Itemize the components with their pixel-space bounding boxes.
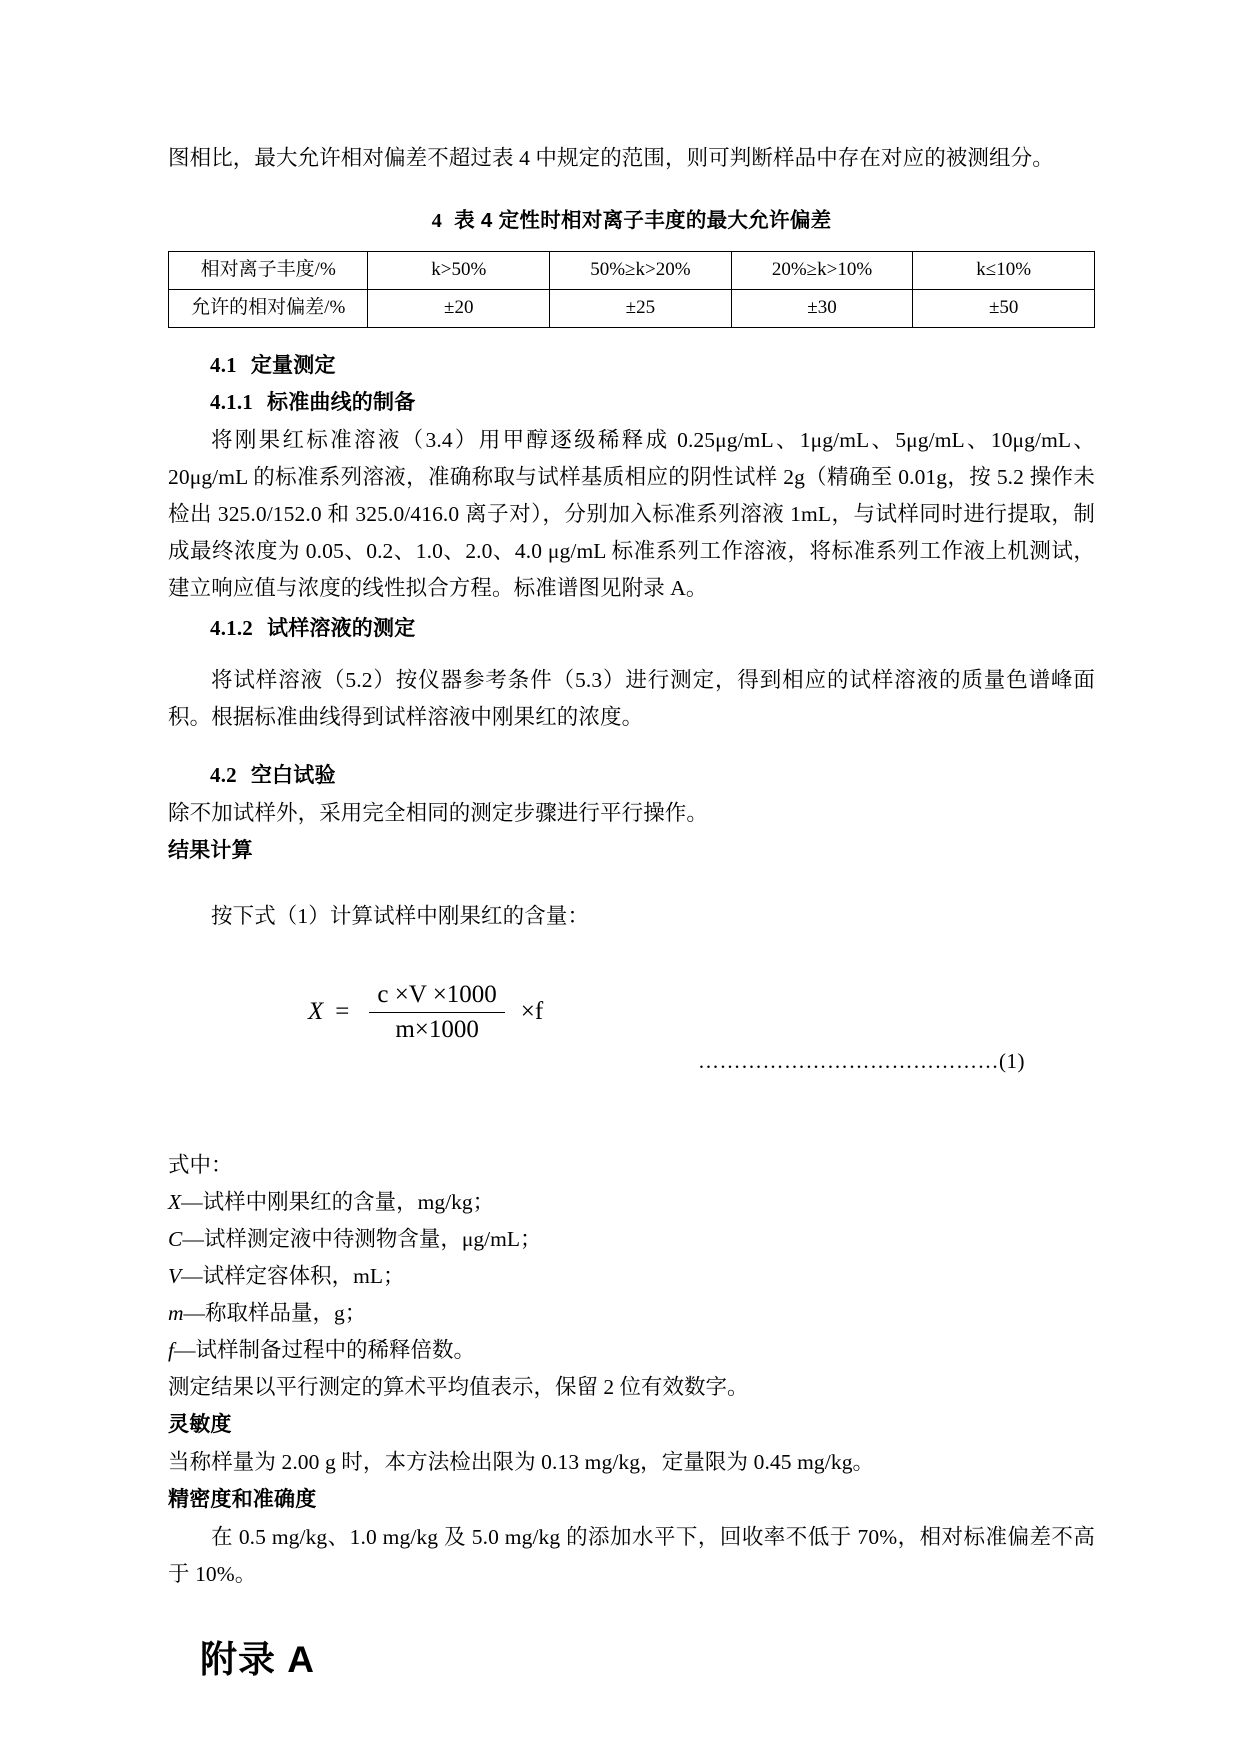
- section-heading-4-1-1: [168, 387, 1095, 418]
- symbol-dash: —: [181, 1263, 203, 1288]
- formula-denominator: m×1000: [395, 1015, 479, 1043]
- symbol-list-heading: 式中：: [168, 1152, 233, 1177]
- section-body-4-1-2: 将试样溶液（5.2）按仪器参考条件（5.3）进行测定，得到相应的试样溶液的质量色谱峰面积。根据标准曲线得到试样溶液中刚果红的浓度。: [168, 667, 1095, 729]
- symbol-item: [168, 1295, 1095, 1332]
- table-cell: ±50: [913, 289, 1095, 327]
- section-body-4-2: 除不加试样外，采用完全相同的测定步骤进行平行操作。: [168, 800, 709, 825]
- section-number: 4.1.2: [210, 615, 253, 640]
- formula-expression: [308, 981, 543, 1044]
- section-title: 空白试验: [250, 763, 336, 787]
- symbol-description: 试样中刚果红的含量，mg/kg；: [202, 1189, 495, 1214]
- table-cell: ±25: [550, 289, 732, 327]
- table-row: [169, 252, 1095, 290]
- symbol-item: [168, 1184, 1095, 1221]
- formula-block: [168, 981, 1095, 1099]
- symbol-dash: —: [183, 1300, 206, 1325]
- symbol-description: 称取样品量，g；: [205, 1300, 367, 1325]
- symbol-name: m: [168, 1300, 184, 1325]
- symbol-dash: —: [181, 1189, 203, 1214]
- formula-numerator: c ×V ×1000: [369, 981, 504, 1013]
- section-heading-4-1: [168, 350, 1095, 381]
- results-lead-text: 按下式（1）计算试样中刚果红的含量：: [211, 903, 590, 928]
- table-cell: ±20: [368, 289, 550, 327]
- symbol-item: [168, 1258, 1095, 1295]
- section-heading-4-1-2: [168, 613, 1095, 644]
- symbol-description: 试样测定液中待测物含量，μg/mL；: [203, 1226, 542, 1251]
- table-cell: k≤10%: [913, 252, 1095, 290]
- symbol-description: 试样定容体积，mL；: [202, 1263, 405, 1288]
- table-caption: [168, 203, 1095, 233]
- symbol-description: 试样制备过程中的稀释倍数。: [195, 1337, 475, 1362]
- equation-number-line: [698, 1049, 1025, 1074]
- symbol-name: V: [168, 1263, 182, 1288]
- table-caption-number: 4: [431, 210, 443, 232]
- symbol-item: [168, 1332, 1095, 1369]
- section-body-4-1-1: 将刚果红标准溶液（3.4）用甲醇逐级稀释成 0.25μg/mL、1μg/mL、5μg/mL、10μg/mL、20μg/mL 的标准系列溶液，准确称取与试样基质相应的阴性试样 2g（精确至 0.01g，按 5.2 操作未检出 325.0/152.0 和 325.0/416.0 离子对），分别加入标准系列溶液 1mL，与试样同时进行提取，制成最终浓度为 0.05、0.2、1.0、2.0、4.0 μg/mL 标准系列工作溶液，将标准系列工作液上机测试，建立响应值与浓度的线性拟合方程。标准谱图见附录 A。: [168, 427, 1095, 600]
- table-cell: k>50%: [368, 252, 550, 290]
- table-row: [169, 289, 1095, 327]
- section-heading-4-2: [168, 760, 1095, 791]
- section-number: 4.2: [210, 762, 237, 787]
- section-title: 试样溶液的测定: [267, 616, 416, 640]
- results-heading: 结果计算: [168, 838, 253, 862]
- formula-tail: ×f: [520, 998, 544, 1026]
- table-caption-text: 表 4 定性时相对离子丰度的最大允许偏差: [454, 209, 832, 232]
- symbol-dash: —: [182, 1226, 204, 1251]
- section-number: 4.1.1: [210, 389, 253, 414]
- symbol-list-note: 测定结果以平行测定的算术平均值表示，保留 2 位有效数字。: [168, 1374, 749, 1399]
- symbol-name: f: [168, 1337, 174, 1362]
- table-cell: 50%≥k>20%: [550, 252, 732, 290]
- table-row-label: 允许的相对偏差/%: [169, 289, 368, 327]
- symbol-dash: —: [173, 1337, 196, 1362]
- appendix-heading: 附录 A: [200, 1638, 315, 1680]
- symbol-item: [168, 1221, 1095, 1258]
- table-cell: ±30: [731, 289, 913, 327]
- table-cell: 20%≥k>10%: [731, 252, 913, 290]
- equation-number: (1): [999, 1048, 1025, 1073]
- section-title: 标准曲线的制备: [267, 390, 416, 414]
- formula-lhs: X: [308, 998, 324, 1026]
- precision-heading: 精密度和准确度: [168, 1487, 317, 1511]
- intro-paragraph: 图相比，最大允许相对偏差不超过表 4 中规定的范围，则可判断样品中存在对应的被测组分。: [168, 146, 1054, 170]
- table-row-label: 相对离子丰度/%: [169, 252, 368, 290]
- symbol-name: X: [168, 1189, 182, 1214]
- section-title: 定量测定: [250, 353, 336, 377]
- sensitivity-heading: 灵敏度: [168, 1412, 232, 1436]
- symbol-name: C: [168, 1226, 183, 1251]
- formula-equals: =: [335, 998, 350, 1026]
- formula-fraction: [369, 981, 504, 1044]
- symbol-definition-list: [168, 1147, 1095, 1406]
- precision-body: 在 0.5 mg/kg、1.0 mg/kg 及 5.0 mg/kg 的添加水平下，回收率不低于 70%，相对标准偏差不高于 10%。: [168, 1524, 1095, 1586]
- sensitivity-body: 当称样量为 2.00 g 时，本方法检出限为 0.13 mg/kg，定量限为 0.45 mg/kg。: [168, 1449, 875, 1474]
- table-ion-abundance-deviation: [168, 251, 1095, 328]
- dotted-leader: ……………………………………: [698, 1048, 999, 1073]
- section-number: 4.1: [210, 352, 237, 377]
